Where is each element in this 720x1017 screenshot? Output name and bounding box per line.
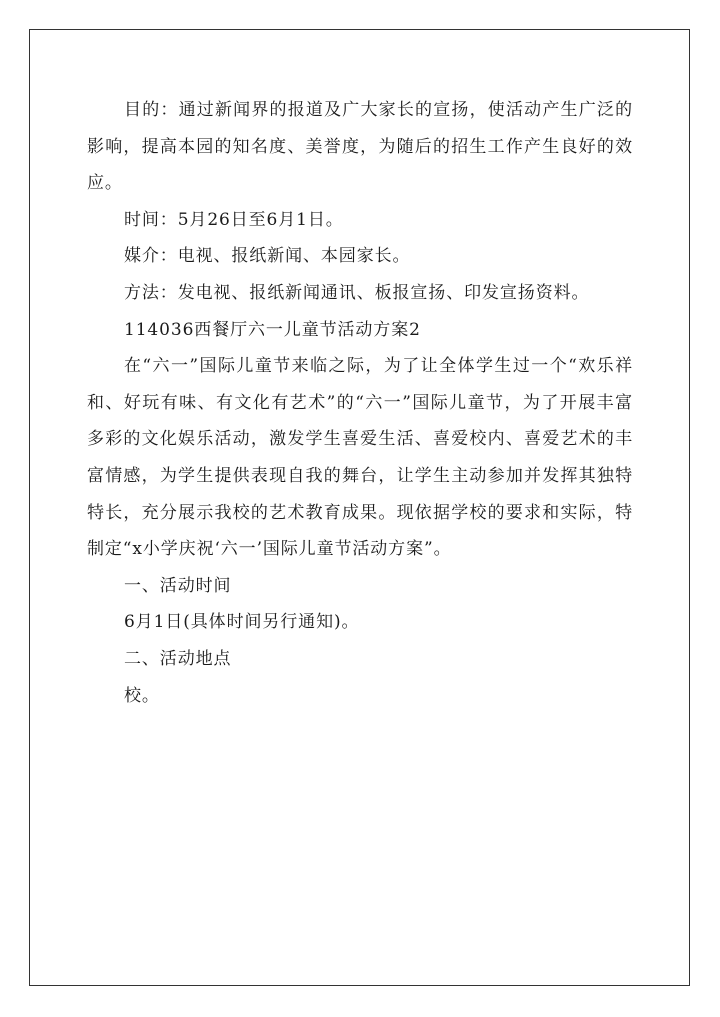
section-heading-plan-2: 114036西餐厅六一儿童节活动方案2	[124, 319, 421, 340]
paragraph-time: 时间：5月26日至6月1日。	[124, 209, 344, 230]
paragraph-method: 方法：发电视、报纸新闻通讯、板报宣扬、印发宣扬资料。	[124, 282, 590, 303]
paragraph-purpose: 目的：通过新闻界的报道及广大家长的宣扬，使活动产生广泛的影响，提高本园的知名度、美誉度，为随后的招生工作产生良好的效应。	[87, 100, 633, 194]
heading-activity-location: 二、活动地点	[124, 648, 232, 669]
paragraph-introduction: 在“六一”国际儿童节来临之际，为了让全体学生过一个“欢乐祥和、好玩有味、有文化有艺术”的“六一”国际儿童节，为了开展丰富多彩的文化娱乐活动，激发学生喜爱生活、喜爱校内、喜爱艺术的丰富情感，为学生提供表现自我的舞台，让学生主动参加并发挥其独特特长，充分展示我校的艺术教育成果。现依据学校的要求和实际，特制定“x小学庆祝‘六一’国际儿童节活动方案”。	[87, 356, 633, 560]
paragraph-media: 媒介：电视、报纸新闻、本园家长。	[124, 246, 411, 267]
heading-activity-time: 一、活动时间	[124, 575, 232, 596]
paragraph-activity-date: 6月1日(具体时间另行通知)。	[124, 612, 360, 633]
paragraph-activity-location: 校。	[124, 685, 160, 706]
document-body	[87, 92, 633, 714]
